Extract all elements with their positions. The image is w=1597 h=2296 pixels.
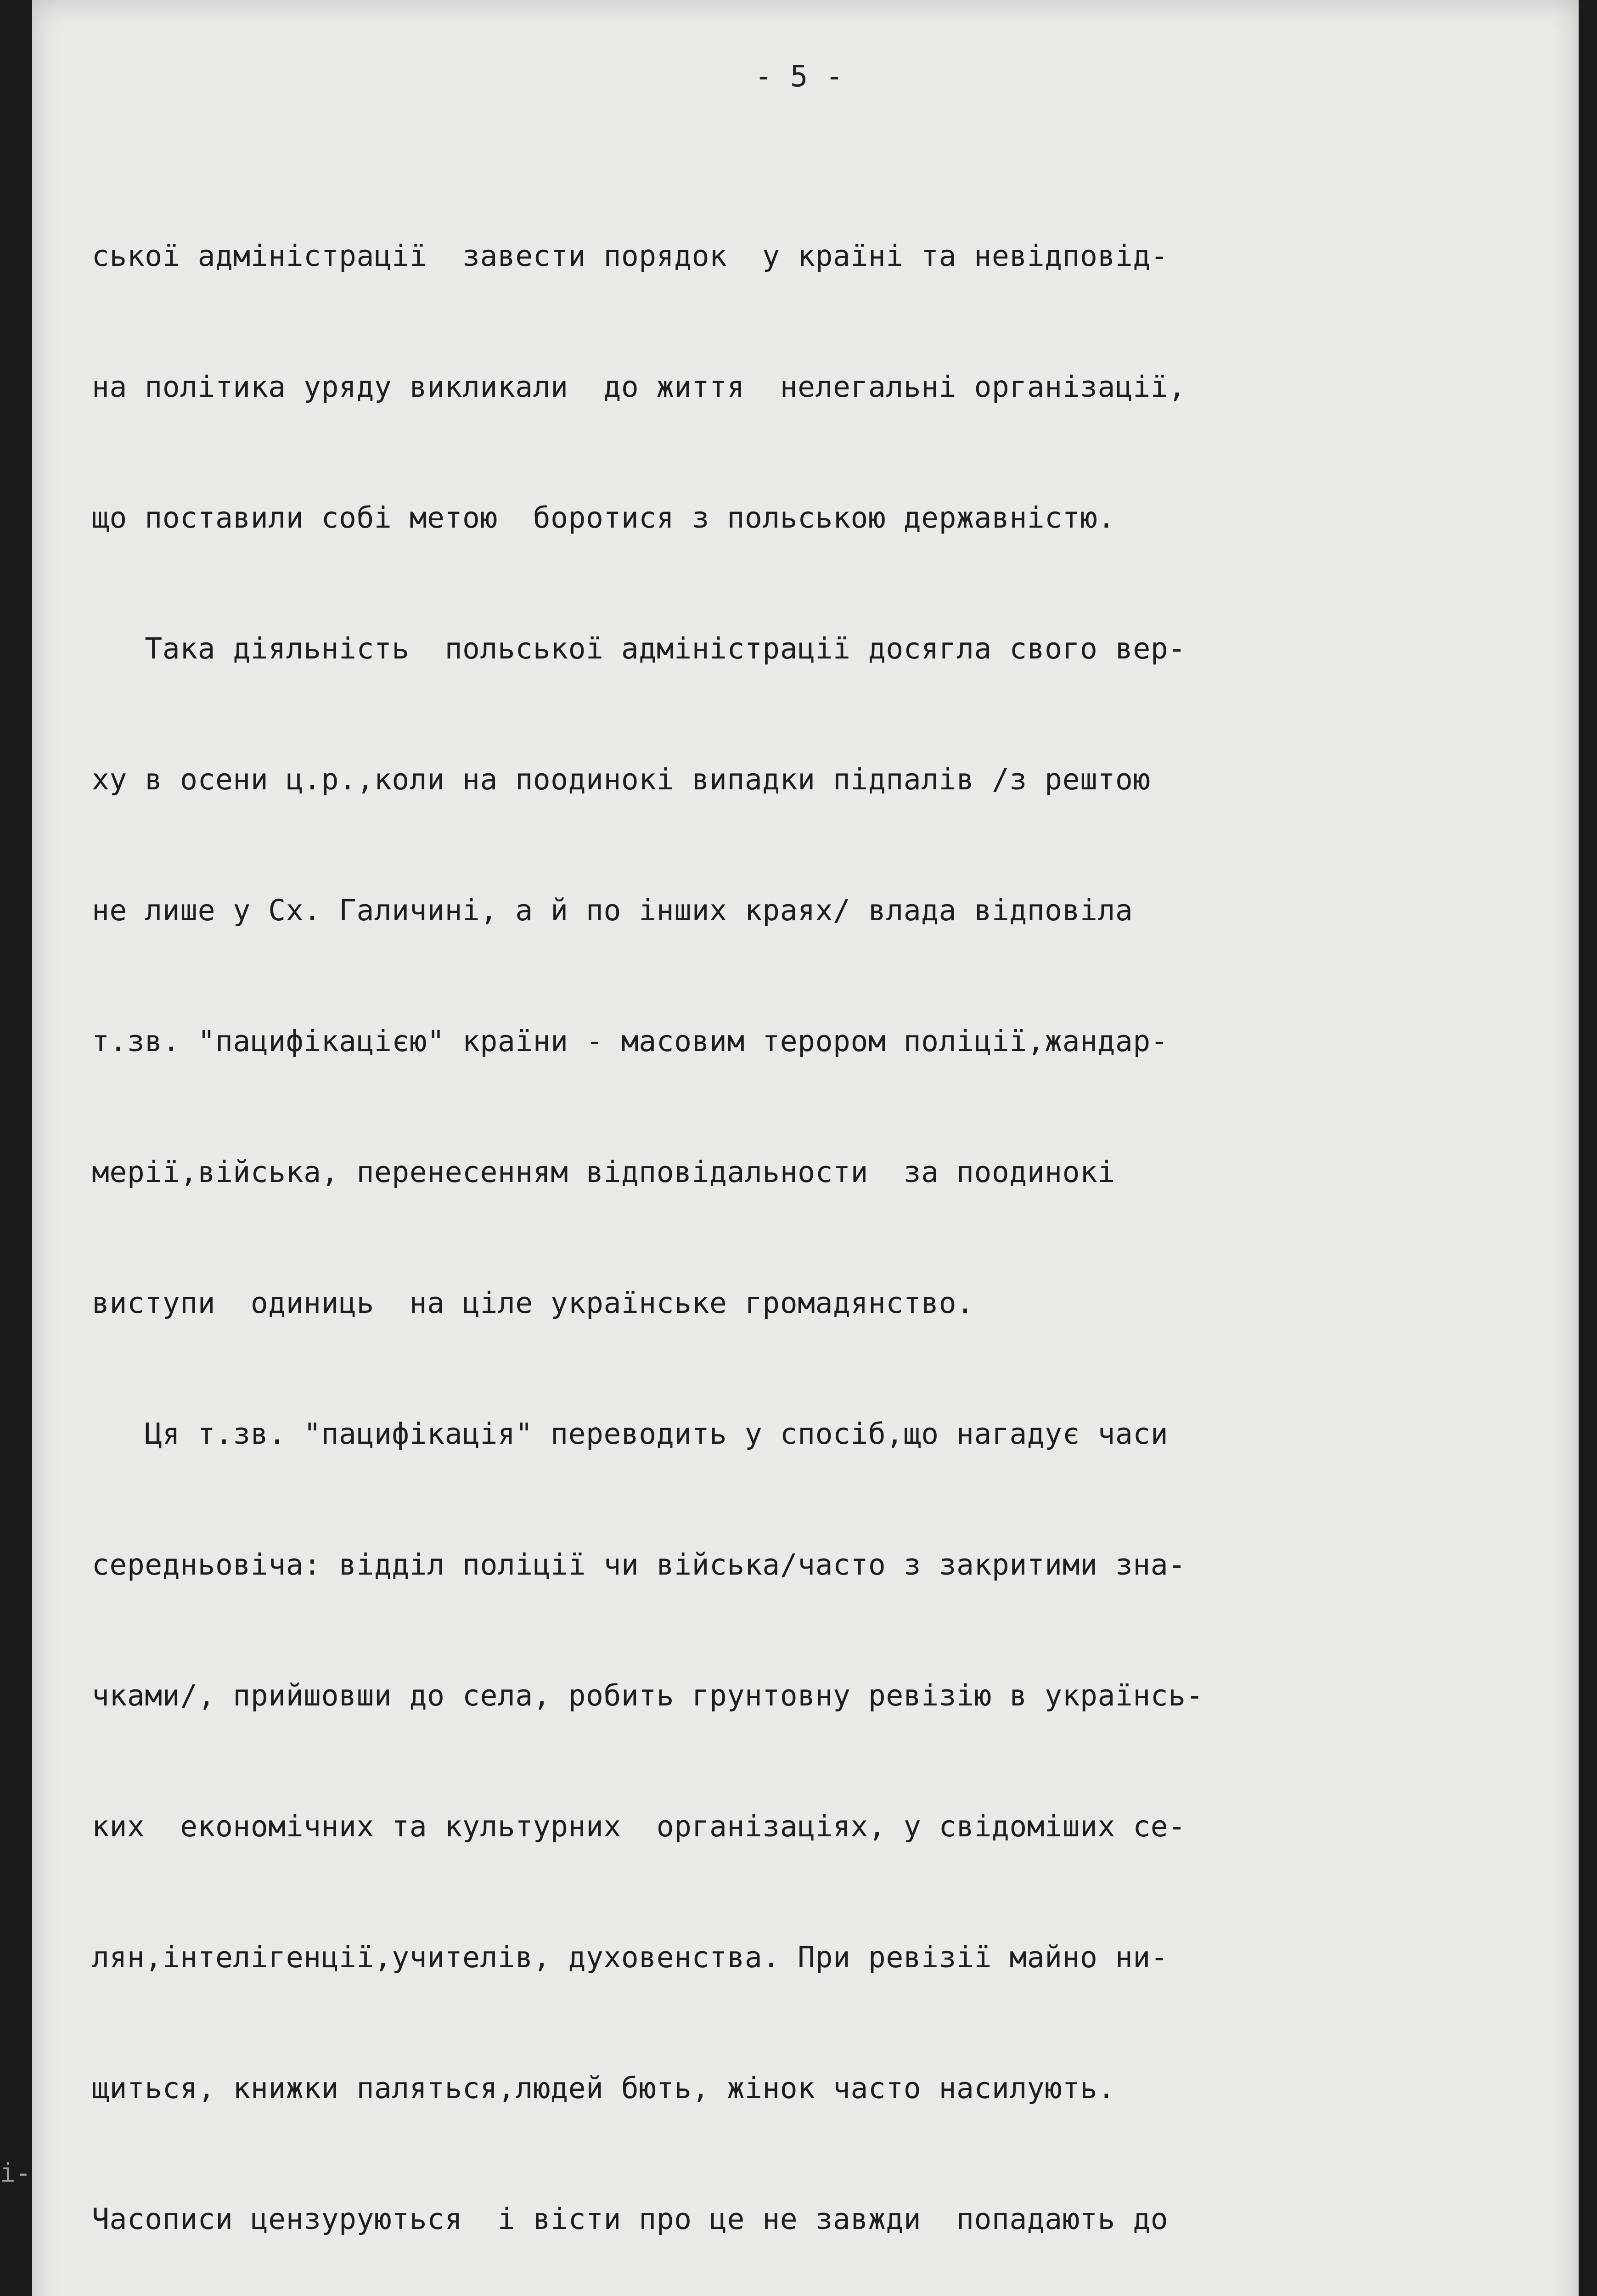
text-line: Така діяльність польської адміністрації досягла свого вер- (92, 632, 1186, 665)
page-number: - 5 - (754, 60, 843, 94)
text-line: ської адміністрації завести порядок у країні та невідповід- (92, 239, 1169, 273)
document-body (92, 147, 1511, 2296)
text-line: щиться, книжки паляться,людей бють, жінок часто насилують. (92, 2071, 1115, 2105)
text-line: ху в осени ц.р.,коли на поодинокі випадки підпалів /з рештою (92, 763, 1151, 796)
text-line: Ця т.зв. "пацифікація" переводить у спосіб,що нагадує часи (92, 1417, 1169, 1451)
text-line: на політика уряду викликали до життя нелегальні організації, (92, 370, 1186, 404)
text-line: т.зв. "пацифікацією" країни - масовим терором поліції,жандар- (92, 1024, 1169, 1058)
document-page (32, 0, 1579, 2296)
text-line: чками/, прийшовши до села, робить грунтовну ревізію в українсь- (92, 1679, 1204, 1712)
margin-mark: і- (0, 2158, 31, 2188)
text-line: Часописи цензуруються і вісти про це не завжди попадають до (92, 2202, 1169, 2236)
text-line: що поставили собі метою боротися з польською державністю. (92, 501, 1115, 535)
text-line: лян,інтелігенції,учителів, духовенства. При ревізії майно ни- (92, 1941, 1169, 1974)
text-line: середньовіча: відділ поліції чи війська/часто з закритими зна- (92, 1548, 1186, 1581)
text-line: не лише у Сх. Галичині, а й по інших краях/ влада відповіла (92, 894, 1133, 927)
text-line: виступи одиниць на ціле українське громадянство. (92, 1286, 974, 1320)
text-line: ких економічних та культурних організаціях, у свідоміших се- (92, 1810, 1186, 1843)
text-line: мерії,війська, перенесенням відповідальности за поодинокі (92, 1155, 1115, 1189)
